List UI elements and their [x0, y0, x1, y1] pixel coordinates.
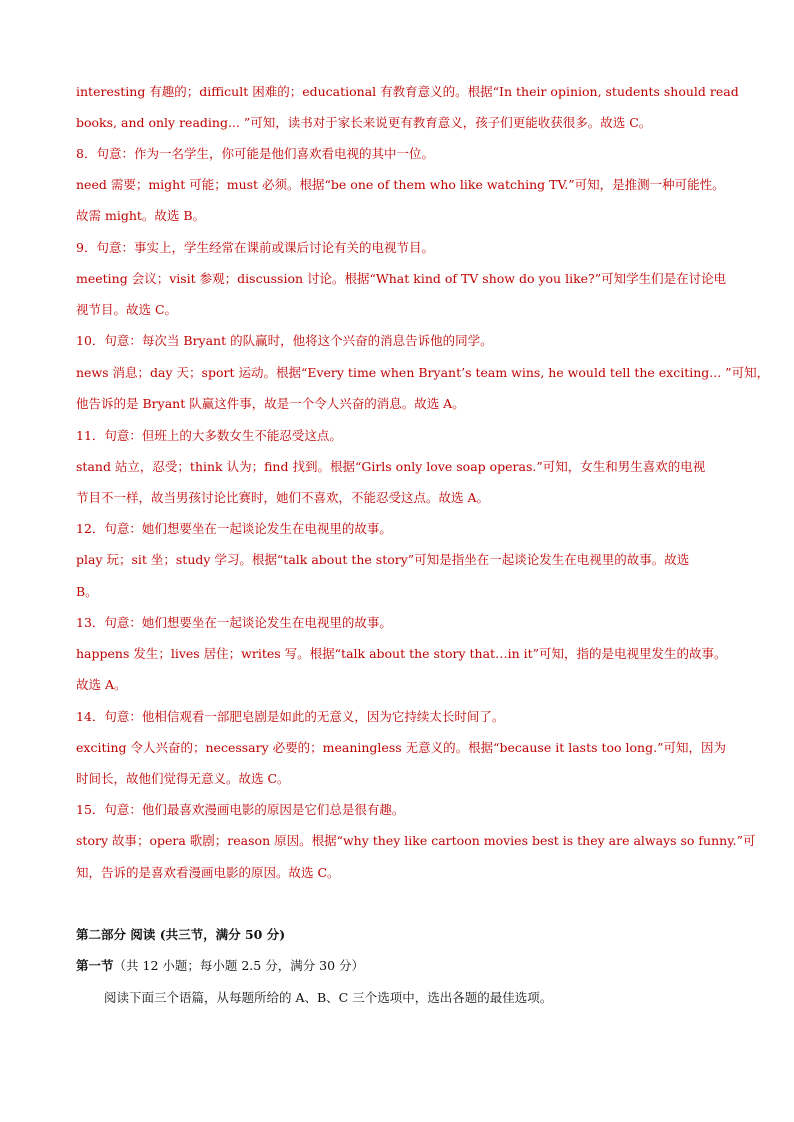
answer-line: exciting 令人兴奋的；necessary 必要的；meaningless 无意义的。根据“because it lasts too long.”可知，因为	[76, 740, 726, 755]
answer-line: 12．句意：她们想要坐在一起谈论发生在电视里的故事。	[76, 521, 392, 536]
answer-line: 14．句意：他相信观看一部肥皂剧是如此的无意义，因为它持续太长时间了。	[76, 709, 505, 724]
answer-line: happens 发生；lives 居住；writes 写。根据“talk about the story that…in it”可知，指的是电视里发生的故事。	[76, 646, 727, 661]
answer-line: 9．句意：事实上，学生经常在课前或课后讨论有关的电视节目。	[76, 240, 434, 255]
answer-line: 15．句意：他们最喜欢漫画电影的原因是它们总是很有趣。	[76, 802, 405, 817]
answer-line: meeting 会议；visit 参观；discussion 讨论。根据“What kind of TV show do you like?”可知学生们是在讨论电	[76, 271, 727, 286]
answer-line: 故选 A。	[76, 677, 127, 692]
answer-line: 时间长，故他们觉得无意义。故选 C。	[76, 771, 290, 786]
answer-line: news 消息；day 天；sport 运动。根据“Every time when Bryant’s team wins, he would tell the exciting... ”可知，	[76, 365, 770, 380]
answer-line: 13．句意：她们想要坐在一起谈论发生在电视里的故事。	[76, 615, 392, 630]
answer-line: interesting 有趣的；difficult 困难的；educational 有教育意义的。根据“In their opinion, students should read	[76, 84, 739, 99]
answer-line: B。	[76, 584, 98, 599]
answer-line: 他告诉的是 Bryant 队赢这件事，故是一个令人兴奋的消息。故选 A。	[76, 396, 465, 411]
answer-line: story 故事；opera 歌剧；reason 原因。根据“why they like cartoon movies best is they are always so funny.”可	[76, 833, 756, 848]
answer-line: 10．句意：每次当 Bryant 的队赢时，他将这个兴奋的消息告诉他的同学。	[76, 333, 493, 348]
answer-line: 故需 might。故选 B。	[76, 208, 206, 223]
answer-line: 节目不一样，故当男孩讨论比赛时，她们不喜欢，不能忍受这点。故选 A。	[76, 490, 490, 505]
answer-line: 11．句意：但班上的大多数女生不能忍受这点。	[76, 428, 342, 443]
answer-line: need 需要；might 可能；must 必须。根据“be one of them who like watching TV.”可知，是推测一种可能性。	[76, 177, 725, 192]
answer-line: 视节目。故选 C。	[76, 302, 178, 317]
answer-line: 8．句意：作为一名学生，你可能是他们喜欢看电视的其中一位。	[76, 146, 434, 161]
subsection-label: 第一节	[76, 958, 114, 973]
subsection-detail: （共 12 小题；每小题 2.5 分，满分 30 分）	[113, 958, 365, 973]
answer-line: books, and only reading... ”可知，读书对于家长来说更有教育意义，孩子们更能收获很多。故选 C。	[76, 115, 652, 130]
instruction-line: 阅读下面三个语篇，从每题所给的 A、B、C 三个选项中，选出各题的最佳选项。	[104, 990, 553, 1005]
answer-line: 知，告诉的是喜欢看漫画电影的原因。故选 C。	[76, 865, 340, 880]
answer-line: play 玩；sit 坐；study 学习。根据“talk about the story”可知是指坐在一起谈论发生在电视里的故事。故选	[76, 552, 690, 567]
subsection-line	[76, 958, 364, 974]
section-heading: 第二部分 阅读 (共三节，满分 50 分)	[76, 927, 286, 942]
answer-line: stand 站立，忍受；think 认为；find 找到。根据“Girls only love soap operas.”可知，女生和男生喜欢的电视	[76, 459, 706, 474]
